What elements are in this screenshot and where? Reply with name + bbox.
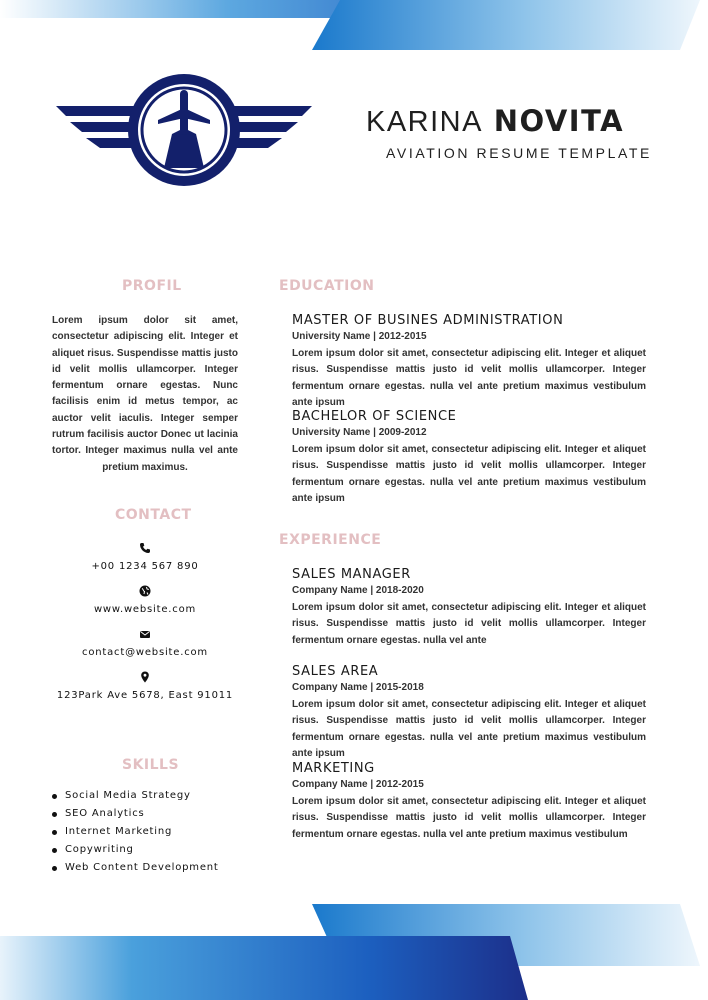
entry-description: Lorem ipsum dolor sit amet, consectetur adipiscing elit. Integer et aliquet risus. Suspendisse mattis justo id velit mollis ullamcorper. Integer fermentum ornare egestas. nulla vel ante pretium maximus vestibulum ante ipsum xyxy=(292,699,646,760)
experience-heading: EXPERIENCE xyxy=(279,532,382,548)
skill-item: Social Media Strategy xyxy=(52,787,219,805)
skill-item: Web Content Development xyxy=(52,859,219,877)
contact-heading: CONTACT xyxy=(115,507,192,523)
entry-title: BACHELOR OF SCIENCE xyxy=(292,409,457,424)
skill-item: SEO Analytics xyxy=(52,805,219,823)
bullet-icon xyxy=(52,848,57,853)
entry-title: SALES MANAGER xyxy=(292,567,411,582)
entry-description: Lorem ipsum dolor sit amet, consectetur adipiscing elit. Integer et aliquet risus. Suspendisse mattis justo id velit mollis ullamcorper. Integer fermentum ornare egestas. nulla vel ante pretium maximus vestibulum ante ipsum xyxy=(292,444,646,505)
bullet-icon xyxy=(52,866,57,871)
envelope-icon xyxy=(139,628,151,640)
candidate-name xyxy=(366,104,624,139)
bottom-decorative-band xyxy=(0,900,708,1000)
contact-website xyxy=(40,585,250,617)
entry-description: Lorem ipsum dolor sit amet, consectetur adipiscing elit. Integer et aliquet risus. Suspendisse mattis justo id velit mollis ullamcorper. Integer fermentum ornare egestas. nulla vel ante pretium maximus vestibulum ante ipsum xyxy=(292,348,646,409)
entry-meta: Company Name | 2018-2020 xyxy=(292,585,424,596)
skill-item: Internet Marketing xyxy=(52,823,219,841)
entry-title: SALES AREA xyxy=(292,664,379,679)
entry-description: Lorem ipsum dolor sit amet, consectetur adipiscing elit. Integer et aliquet risus. Suspendisse mattis justo id velit mollis ullamcorper. Integer fermentum ornare egestas. nulla vel ante xyxy=(292,602,646,646)
resume-subtitle: AVIATION RESUME TEMPLATE xyxy=(386,145,652,161)
entry-meta: University Name | 2009-2012 xyxy=(292,427,427,438)
location-pin-icon xyxy=(139,671,151,683)
bullet-icon xyxy=(52,830,57,835)
phone-icon xyxy=(139,542,151,554)
first-name: KARINA xyxy=(366,106,483,138)
globe-icon xyxy=(139,585,151,597)
profile-heading: PROFIL xyxy=(122,278,182,294)
entry-title: MARKETING xyxy=(292,761,375,776)
bullet-icon xyxy=(52,812,57,817)
bullet-icon xyxy=(52,794,57,799)
education-entry xyxy=(292,313,646,412)
contact-address-text: 123Park Ave 5678, East 91011 xyxy=(56,690,234,701)
last-name: NOVITA xyxy=(493,104,625,138)
contact-phone-text: +00 1234 567 890 xyxy=(91,561,199,572)
entry-description: Lorem ipsum dolor sit amet, consectetur adipiscing elit. Integer et aliquet risus. Suspendisse mattis justo id velit mollis ullamcorper. Integer fermentum ornare egestas. nulla vel ante pretium maximus vestibulum xyxy=(292,796,646,840)
skills-list xyxy=(52,787,219,877)
top-decorative-band xyxy=(0,0,708,52)
entry-title: MASTER OF BUSINES ADMINISTRATION xyxy=(292,313,564,328)
winged-airplane-emblem-icon xyxy=(56,72,312,190)
experience-entry xyxy=(292,567,646,649)
contact-address xyxy=(40,671,250,703)
skills-heading: SKILLS xyxy=(122,757,180,773)
education-heading: EDUCATION xyxy=(279,278,375,294)
entry-meta: Company Name | 2015-2018 xyxy=(292,682,424,693)
contact-email xyxy=(40,628,250,660)
education-entry xyxy=(292,409,646,508)
experience-entry xyxy=(292,761,646,843)
contact-email-text: contact@website.com xyxy=(82,647,208,658)
contact-phone xyxy=(40,542,250,574)
entry-meta: Company Name | 2012-2015 xyxy=(292,779,424,790)
profile-text: Lorem ipsum dolor sit amet, consectetur adipiscing elit. Integer et aliquet risus. Suspendisse mattis justo id velit mollis ullamcorper. Integer fermentum ornare egestas. Nunc facilisis enim id metus tempor, ac auctor velit iaculis. Integer semper rutrum facilisis auctor Donec ut lacinia tortor. Integer maximus nulla vel ante pretium maximus. xyxy=(52,315,238,473)
contact-website-text: www.website.com xyxy=(93,604,197,615)
skill-item: Copywriting xyxy=(52,841,219,859)
entry-meta: University Name | 2012-2015 xyxy=(292,331,427,342)
experience-entry xyxy=(292,664,646,763)
